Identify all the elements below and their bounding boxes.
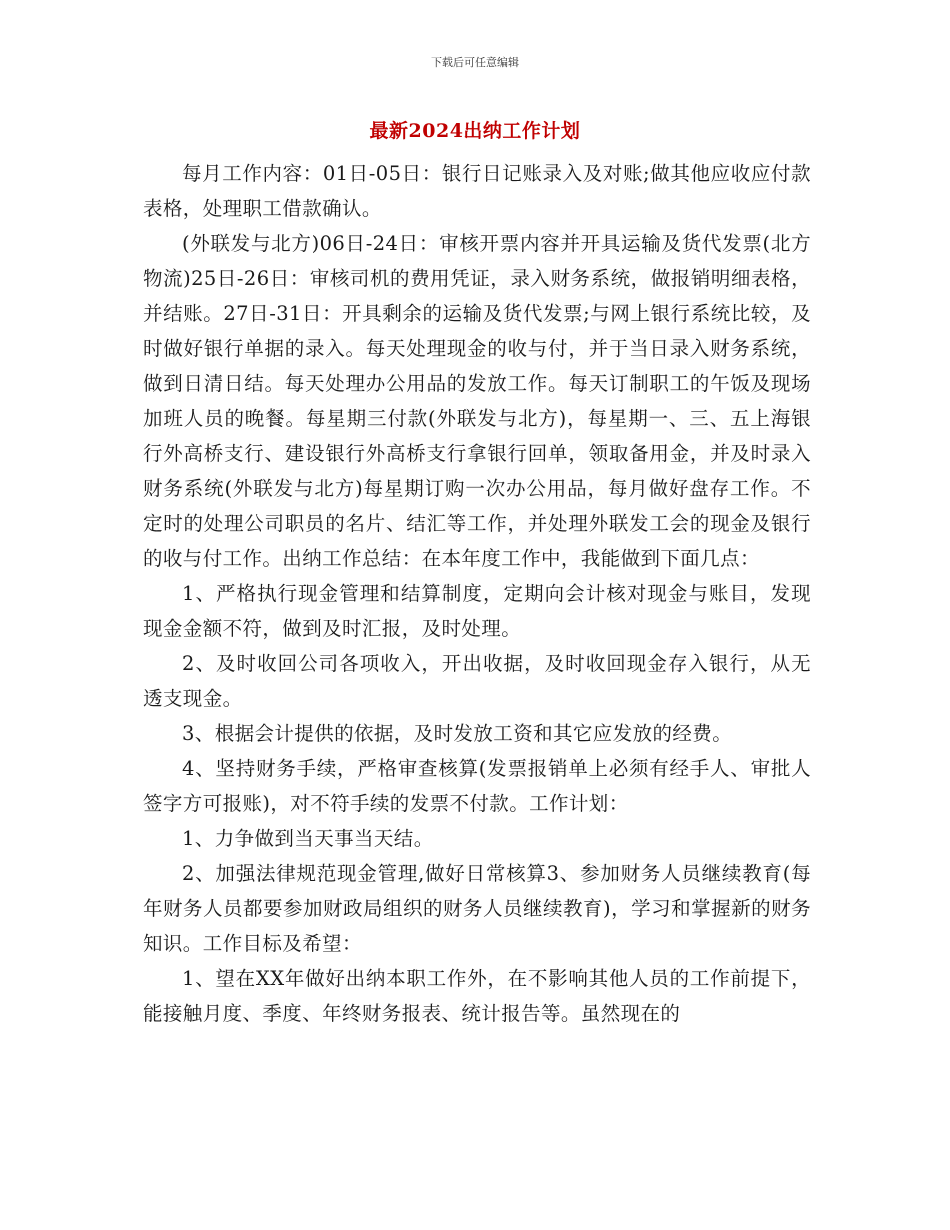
document-body — [143, 156, 811, 1031]
paragraph: (外联发与北方)06日-24日：审核开票内容并开具运输及货代发票(北方物流)25日-26日：审核司机的费用凭证，录入财务系统，做报销明细表格，并结账。27日-31日：开具剩余的运输及货代发票;与网上银行系统比较，及时做好银行单据的录入。每天处理现金的收与付，并于当日录入财务系统，做到日清日结。每天处理办公用品的发放工作。每天订制职工的午饭及现场加班人员的晚餐。每星期三付款(外联发与北方)，每星期一、三、五上海银行外高桥支行、建设银行外高桥支行拿银行回单，领取备用金，并及时录入财务系统(外联发与北方)每星期订购一次办公用品，每月做好盘存工作。不定时的处理公司职员的名片、结汇等工作，并处理外联发工会的现金及银行的收与付工作。出纳工作总结：在本年度工作中，我能做到下面几点： — [143, 232, 811, 570]
paragraph: 4、坚持财务手续，严格审查核算(发票报销单上必须有经手人、审批人签字方可报账)，对不符手续的发票不付款。工作计划： — [143, 757, 811, 815]
paragraph: 3、根据会计提供的依据，及时发放工资和其它应发放的经费。 — [182, 722, 733, 745]
paragraph: 1、望在XX年做好出纳本职工作外，在不影响其他人员的工作前提下，能接触月度、季度、年终财务报表、统计报告等。虽然现在的 — [143, 967, 811, 1025]
document-title: 最新2024出纳工作计划 — [369, 120, 581, 142]
paragraph: 2、及时收回公司各项收入，开出收据，及时收回现金存入银行，从无透支现金。 — [143, 652, 811, 710]
header-note: 下载后可任意编辑 — [431, 56, 519, 69]
paragraph: 1、严格执行现金管理和结算制度，定期向会计核对现金与账目，发现现金金额不符，做到及时汇报，及时处理。 — [143, 582, 811, 640]
paragraph: 2、加强法律规范现金管理,做好日常核算3、参加财务人员继续教育(每年财务人员都要参加财政局组织的财务人员继续教育)，学习和掌握新的财务知识。工作目标及希望： — [143, 862, 811, 955]
paragraph: 1、力争做到当天事当天结。 — [182, 827, 434, 850]
paragraph: 每月工作内容：01日-05日：银行日记账录入及对账;做其他应收应付款表格，处理职工借款确认。 — [143, 162, 811, 220]
